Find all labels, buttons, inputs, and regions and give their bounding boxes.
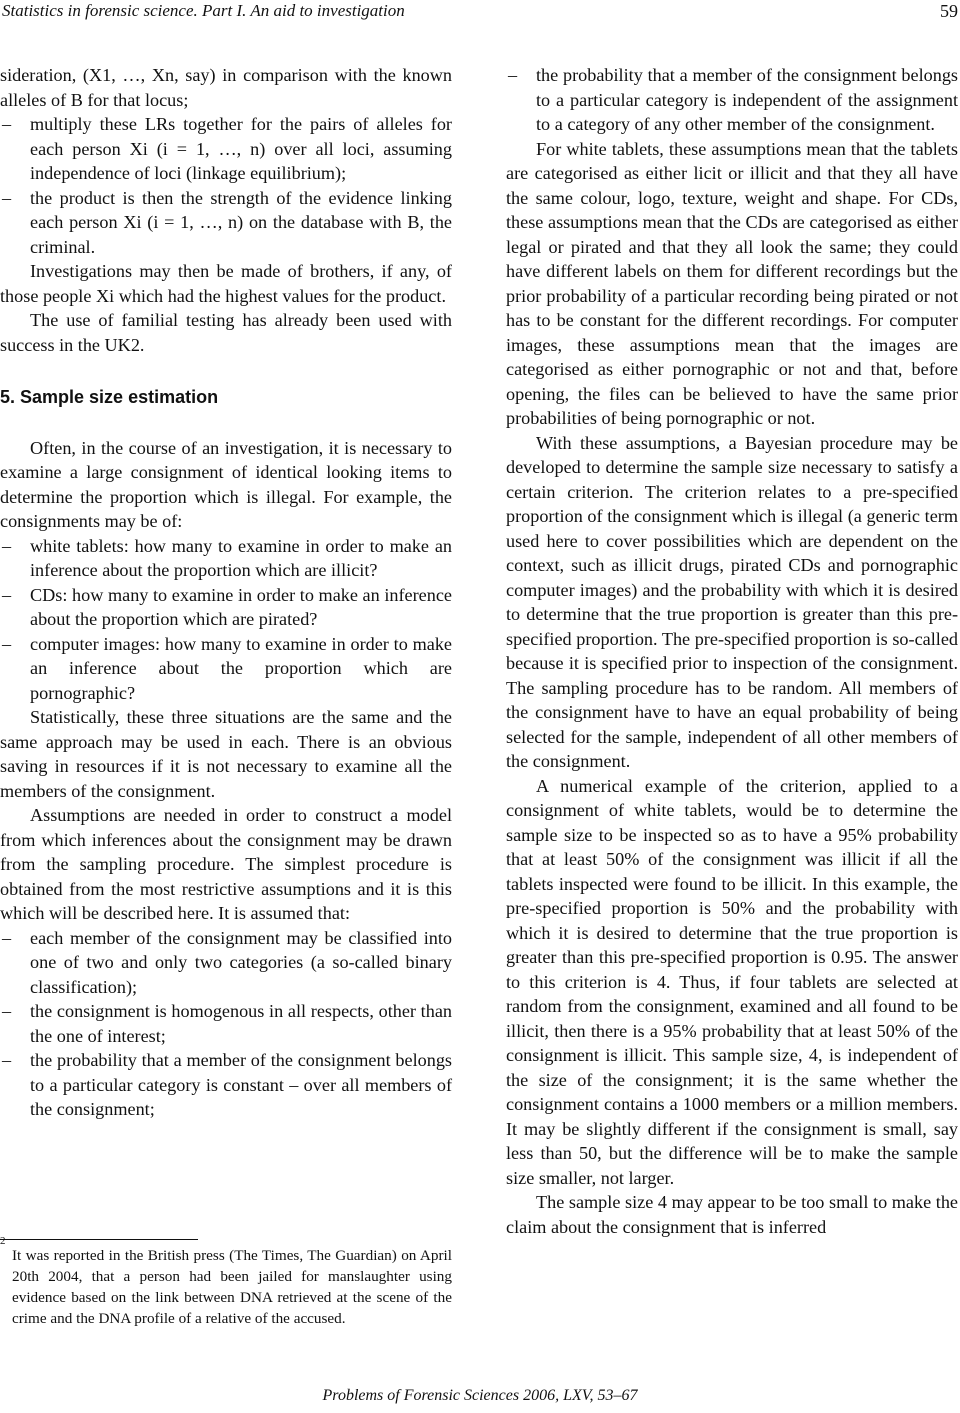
list-item: – computer images: how many to examine in order to make an inference about the proportion which are pornographic?	[0, 632, 452, 706]
list-item: – the product is then the strength of the evidence linking each person Xi (i = 1, …, n) on the database with B, the criminal.	[0, 186, 452, 260]
journal-footer: Problems of Forensic Sciences 2006, LXV, 53–67	[322, 1387, 638, 1404]
running-header	[0, 0, 960, 22]
paragraph: Investigations may then be made of brothers, if any, of those people Xi which had the highest values for the product.	[0, 261, 452, 306]
paragraph: sideration, (X1, …, Xn, say) in comparison with the known alleles of B for that locus;	[0, 65, 452, 110]
paragraph: The use of familial testing has already been used with success in the UK2.	[0, 310, 452, 355]
section-heading: 5. Sample size estimation	[0, 387, 219, 407]
running-title: Statistics in forensic science. Part I. An aid to investigation	[2, 1, 405, 20]
paragraph: A numerical example of the criterion, applied to a consignment of white tablets, would be to determine the sample size to be inspected so as to have a 95% probability that at least 50% of the consignment was illicit if all the tablets inspected were found to be illicit. In this example, the pre-specified proportion is 50% and the probability with which it is desired to determine that the true proportion is greater than this pre-specified proportion is 0.95. The answer to this criterion is 4. Thus, if four tablets are selected at random from the consignment, examined and all found to be illicit, then there is a 95% probability that at least 50% of the consignment is illicit. This sample size, 4, is independent of the size of the consignment; it is the same whether the consignment contains a 1000 members or a million members. It may be slightly different if the consignment is small, say less than 50, but the difference will be to make the sample size smaller, not larger.	[506, 775, 958, 1188]
list-item: – white tablets: how many to examine in order to make an inference about the proportion which are illicit?	[0, 534, 452, 583]
footnote-rule	[0, 1239, 198, 1240]
list-item: – CDs: how many to examine in order to make an inference about the proportion which are pirated?	[0, 583, 452, 632]
paragraph: Assumptions are needed in order to construct a model from which inferences about the consignment may be drawn from the sampling procedure. The simplest procedure is obtained from the most restrictive assumptions and it is this which will be described here. It is assumed that:	[0, 805, 452, 923]
list-item: – the consignment is homogenous in all respects, other than the one of interest;	[0, 999, 452, 1048]
paragraph: For white tablets, these assumptions mean that the tablets are categorised as either licit or illicit and that they all have the same colour, logo, texture, weight and shape. For CDs, these assumptions mean that the CDs are categorised as either legal or pirated and that they all look the same; they could have different labels on them for different recordings but the prior probability of a particular recording being pirated or not has to be constant for the different recordings. For computer images, these assumptions mean that the images are categorised as either pornographic or not and that, before opening, the files can be believed to have the same prior probabilities of being pornographic or not.	[506, 138, 958, 428]
list-item: – each member of the consignment may be classified into one of two and only two categories (a so-called binary classification);	[0, 926, 452, 1000]
paragraph: The sample size 4 may appear to be too small to make the claim about the consignment that is inferred	[506, 1192, 958, 1237]
paragraph: Often, in the course of an investigation, it is necessary to examine a large consignment of identical looking items to determine the proportion which is illegal. For example, the consignments may be of:	[0, 437, 452, 531]
footnote: 2 It was reported in the British press (The Times, The Guardian) on April 20th 2004, that a person had been jailed for manslaughter using evidence based on the link between DNA retrieved at the scene of the crime and the DNA profile of a relative of the accused.	[0, 1235, 452, 1327]
page-number: 59	[940, 1, 958, 21]
paragraph: With these assumptions, a Bayesian procedure may be developed to determine the sample size necessary to satisfy a certain criterion. The criterion relates to a pre-specified proportion of the consignment which is illegal (a generic term used here to cover possibilities which are dependent on the context, such as illicit drugs, pirated CDs and pornographic computer images) and the probability with which it is desired to determine that the true proportion is greater than this pre-specified proportion. The pre-specified proportion is so-called because it is specified prior to inspection of the consignment. The sampling procedure has to be random. All members of the consignment have to have an equal probability of being selected for the sample, independent of all other members of the consignment.	[506, 432, 958, 771]
right-column	[506, 63, 958, 1239]
footnote-text: It was reported in the British press (The Times, The Guardian) on April 20th 2004, that a person had been jailed for manslaughter using evidence based on the link between DNA retrieved at the scene of the crime and the DNA profile of a relative of the accused.	[12, 1247, 452, 1327]
paragraph: Statistically, these three situations are the same and the same approach may be used in each. There is an obvious saving in resources if it is not necessary to examine all the members of the consignment.	[0, 707, 452, 801]
list-item: – the probability that a member of the consignment belongs to a particular category is constant – over all members of the consignment;	[0, 1048, 452, 1122]
list-item: – multiply these LRs together for the pairs of alleles for each person Xi (i = 1, …, n) over all loci, assuming independence of loci (linkage equilibrium);	[0, 112, 452, 186]
left-column	[0, 63, 452, 1122]
list-item: – the probability that a member of the consignment belongs to a particular category is independent of the assignment to a category of any other member of the consignment.	[506, 63, 958, 137]
